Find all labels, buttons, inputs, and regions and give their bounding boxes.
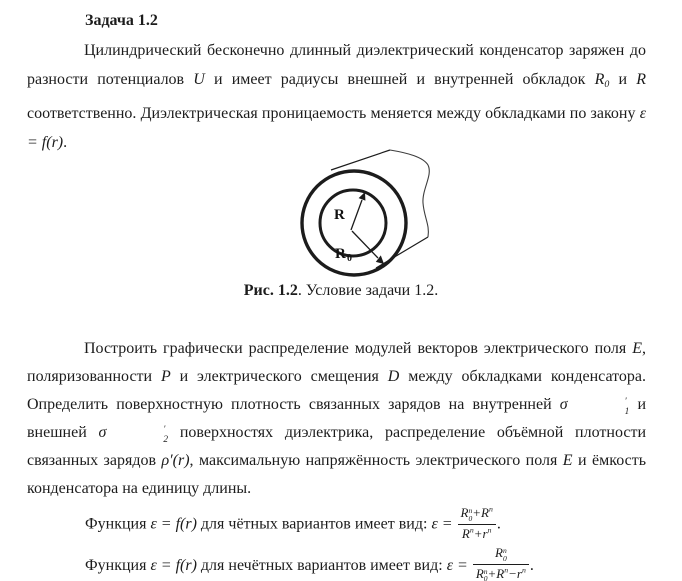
- var-R0-subscript: 0: [604, 78, 610, 90]
- text-run: и имеет радиусы внешней и внутренней обкладок: [204, 71, 595, 88]
- var-R0: R: [594, 71, 605, 88]
- math-R: R: [460, 504, 469, 520]
- sub-0: 0: [468, 513, 473, 523]
- var-epsilon-function: ε = f(r): [150, 515, 197, 533]
- formula-even-line: [85, 504, 682, 543]
- text-run: и внешней: [27, 395, 646, 441]
- page-title: Задача 1.2: [85, 12, 158, 29]
- text-run: между обкладками конденсатора. Определить поверхностную плотность связанных зарядов на внутренней: [27, 367, 647, 413]
- text-run: и: [609, 71, 637, 88]
- inner-radius-arrow: [351, 200, 362, 230]
- text-run: , максимальную напряжённость электрического поля: [189, 451, 563, 469]
- R-n-over-0: [503, 547, 507, 563]
- text-run: поверхностях диэлектрика, распределение объёмной плотности связанных зарядов: [27, 423, 647, 469]
- var-sigma2: σ: [98, 423, 107, 441]
- text-run: для чётных вариантов имеет вид:: [196, 515, 432, 533]
- sub-0: 0: [502, 553, 507, 563]
- var-sigma1: σ: [559, 395, 568, 413]
- text-run: Функция: [85, 515, 151, 533]
- even-variant-fraction: [458, 505, 496, 541]
- fraction-denominator: [473, 565, 529, 581]
- formula-odd-line: [85, 544, 682, 581]
- fraction-numerator: [458, 505, 496, 525]
- math-R: R: [475, 565, 484, 581]
- sub-0: 0: [483, 574, 488, 581]
- var-sigma2-subscript: 2: [163, 434, 169, 445]
- math-plus-r: +r: [473, 525, 488, 541]
- outer-radius-label: R: [335, 245, 346, 262]
- fraction-numerator: [473, 545, 529, 565]
- var-sigma2-scripts: [106, 426, 168, 445]
- text-run: Построить графически распределение модулей векторов электрического поля: [84, 339, 633, 357]
- math-plus-R: +R: [472, 504, 489, 520]
- sup-n: n: [488, 504, 493, 514]
- sup-n: n: [502, 545, 507, 555]
- text-run: .: [63, 133, 68, 151]
- math-R: R: [461, 525, 470, 541]
- var-R: R: [636, 71, 646, 88]
- math-minus-r: −r: [508, 565, 522, 581]
- capacitor-cross-section-figure: [272, 141, 484, 277]
- sup-n: n: [468, 505, 473, 515]
- text-run: и ёмкость конденсатора на единицу длины.: [27, 451, 646, 497]
- var-P: P: [160, 367, 171, 385]
- var-D: D: [387, 367, 400, 385]
- sup-n: n: [487, 525, 492, 535]
- problem-statement-paragraph: [27, 36, 646, 157]
- inner-radius-label: R: [334, 206, 345, 223]
- var-sigma1-prime: ′: [624, 396, 627, 407]
- var-epsilon-law: ε = f(r): [27, 104, 646, 151]
- fraction-denominator: [458, 525, 496, 541]
- var-E: E: [562, 451, 573, 469]
- sup-n: n: [483, 566, 488, 576]
- epsilon-equals: ε =: [431, 515, 453, 533]
- var-E: E: [632, 339, 642, 357]
- math-R: R: [495, 544, 503, 560]
- var-sigma1-subscript: 1: [624, 406, 630, 417]
- sup-n: n: [522, 565, 526, 575]
- text-run: соответственно. Диэлектрическая проницаемость меняется между обкладками по закону: [27, 104, 640, 122]
- sup-n: n: [469, 525, 474, 535]
- var-sigma1-scripts: [568, 398, 630, 417]
- task-paragraph: [27, 335, 646, 503]
- math-plus-R: +R: [487, 565, 505, 581]
- figure-caption-text: . Условие задачи 1.2.: [297, 281, 439, 299]
- inner-radius-arrowhead: [359, 192, 366, 201]
- var-U: U: [193, 71, 205, 88]
- odd-variant-fraction: [473, 545, 529, 581]
- epsilon-equals: ε =: [446, 556, 468, 574]
- sup-n: n: [504, 565, 509, 575]
- outer-radius-label-subscript: 0: [347, 252, 352, 264]
- text-run: и электрического смещения: [170, 367, 388, 385]
- period: .: [496, 515, 501, 533]
- figure-area: [0, 157, 682, 277]
- figure-caption-number: Рис. 1.2: [243, 281, 298, 299]
- text-run: Функция: [85, 556, 151, 574]
- var-epsilon-function: ε = f(r): [150, 556, 197, 574]
- text-run: , поляризованности: [27, 339, 646, 385]
- cylinder-top-edge-line: [331, 150, 390, 170]
- var-rho: ρ′(r): [161, 451, 190, 469]
- period: .: [529, 556, 534, 574]
- figure-caption: [0, 281, 682, 301]
- var-sigma2-prime: ′: [163, 424, 166, 435]
- text-run: для нечётных вариантов имеет вид:: [196, 556, 447, 574]
- text-run: Цилиндрический бесконечно длинный диэлектрический конденсатор заряжен до разности потенциалов: [27, 42, 646, 88]
